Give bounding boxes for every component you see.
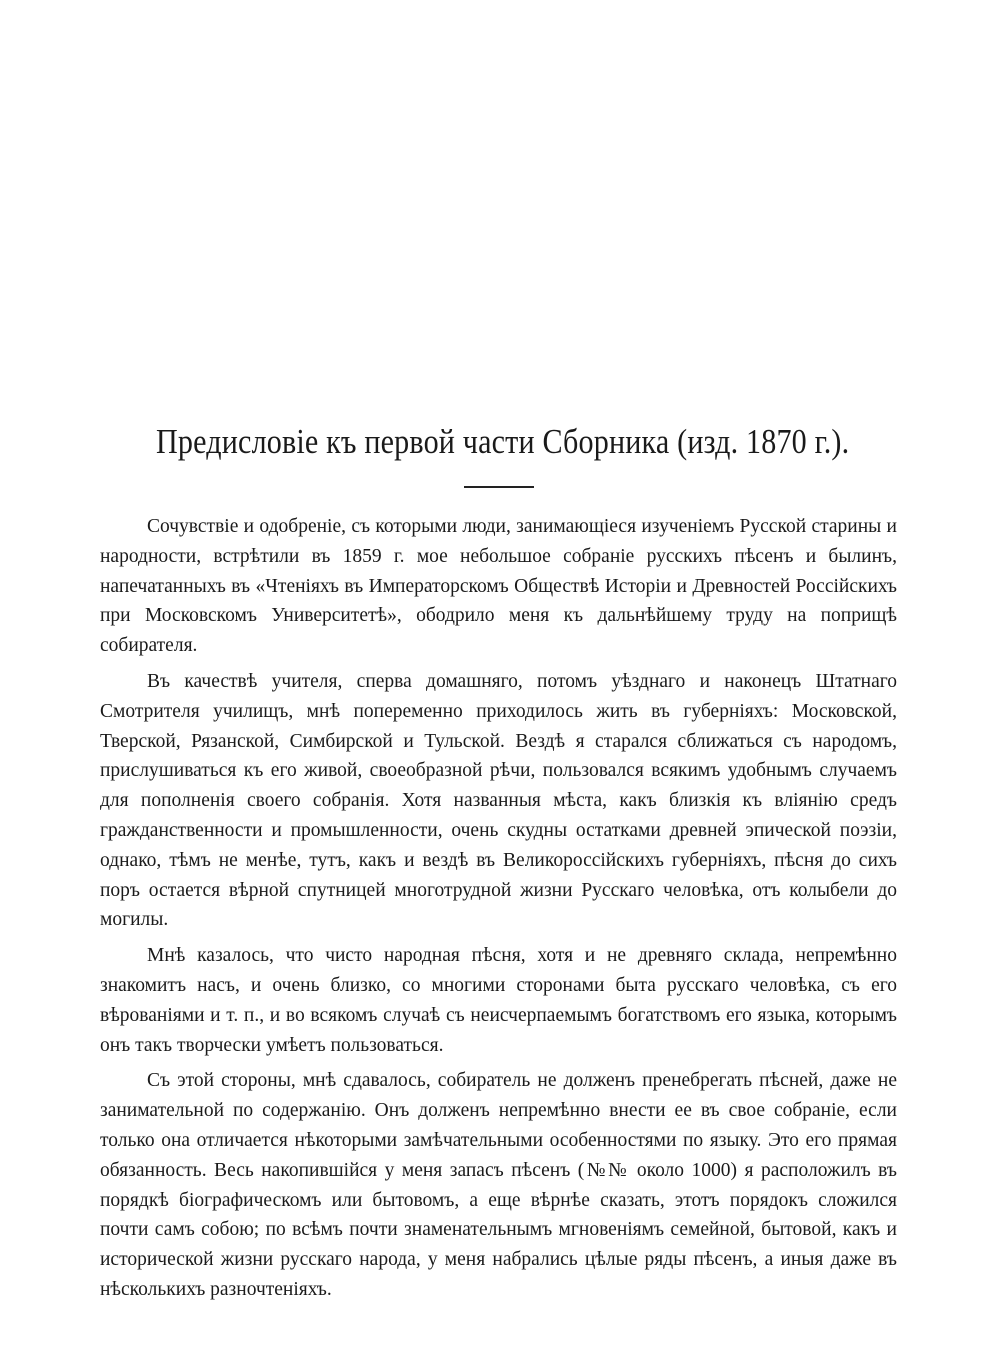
- title-divider: [464, 486, 534, 488]
- paragraph: Сочувствіе и одобреніе, съ которыми люди, занимающіеся изученіемъ Русской старины и народности, встрѣтили въ 1859 г. мое небольшое собраніе русскихъ пѣсенъ и былинъ, напечатанныхъ въ «Чтеніяхъ въ Императорскомъ Обществѣ Исторіи и Древностей Россійскихъ при Московскомъ Университетѣ», ободрило меня къ дальнѣйшему труду на поприщѣ собирателя.: [100, 516, 897, 657]
- preface-body: [100, 512, 897, 1305]
- paragraph: Въ качествѣ учителя, сперва домашняго, потомъ уѣзднаго и наконецъ Штатнаго Смотрителя училищъ, мнѣ попеременно приходилось жить въ губерніяхъ: Московской, Тверской, Рязанской, Симбирской и Тульской. Вездѣ я старался сближаться съ народомъ, прислушиваться къ его живой, своеобразной рѣчи, пользовался всякимъ удобнымъ случаемъ для пополненія своего собранія. Хотя названныя мѣста, какъ близкія къ вліянію средъ гражданственности и промышленности, очень скудны остатками древней эпической поэзіи, однако, тѣмъ не менѣе, тутъ, какъ и вездѣ въ Великороссійскихъ губерніяхъ, пѣсня до сихъ поръ остается вѣрной спутницей многотрудной жизни Русскаго человѣка, отъ колыбели до могилы.: [100, 670, 897, 931]
- paragraph: Съ этой стороны, мнѣ сдавалось, собиратель не долженъ пренебрегать пѣсней, даже не занимательной по содержанію. Онъ долженъ непремѣнно внести ее въ свое собраніе, если только она отличается нѣкоторыми замѣчательными особенностями по языку. Это его прямая обязанность. Весь накопившійся у меня запасъ пѣсенъ (№№ около 1000) я расположилъ въ порядкѣ біографическомъ или бытовомъ, а еще вѣрнѣе сказать, этотъ порядокъ сложился почти самъ собою; по всѣмъ почти знаменательнымъ мгновеніямъ семейной, бытовой, какъ и исторической жизни русскаго народа, у меня набрались цѣлые ряды пѣсенъ, а иныя даже въ нѣсколькихъ разночтеніяхъ.: [100, 1070, 897, 1300]
- paragraph: Мнѣ казалось, что чисто народная пѣсня, хотя и не древняго склада, непремѣнно знакомитъ насъ, и очень близко, со многими сторонами быта русскаго человѣка, съ его вѣрованіями и т. п., и во всякомъ случаѣ съ неисчерпаемымъ богатствомъ его языка, которымъ онъ такъ творчески умѣетъ пользоваться.: [100, 945, 897, 1056]
- page-title: Предисловіе къ первой части Сборника (изд. 1870 г.).: [156, 422, 850, 461]
